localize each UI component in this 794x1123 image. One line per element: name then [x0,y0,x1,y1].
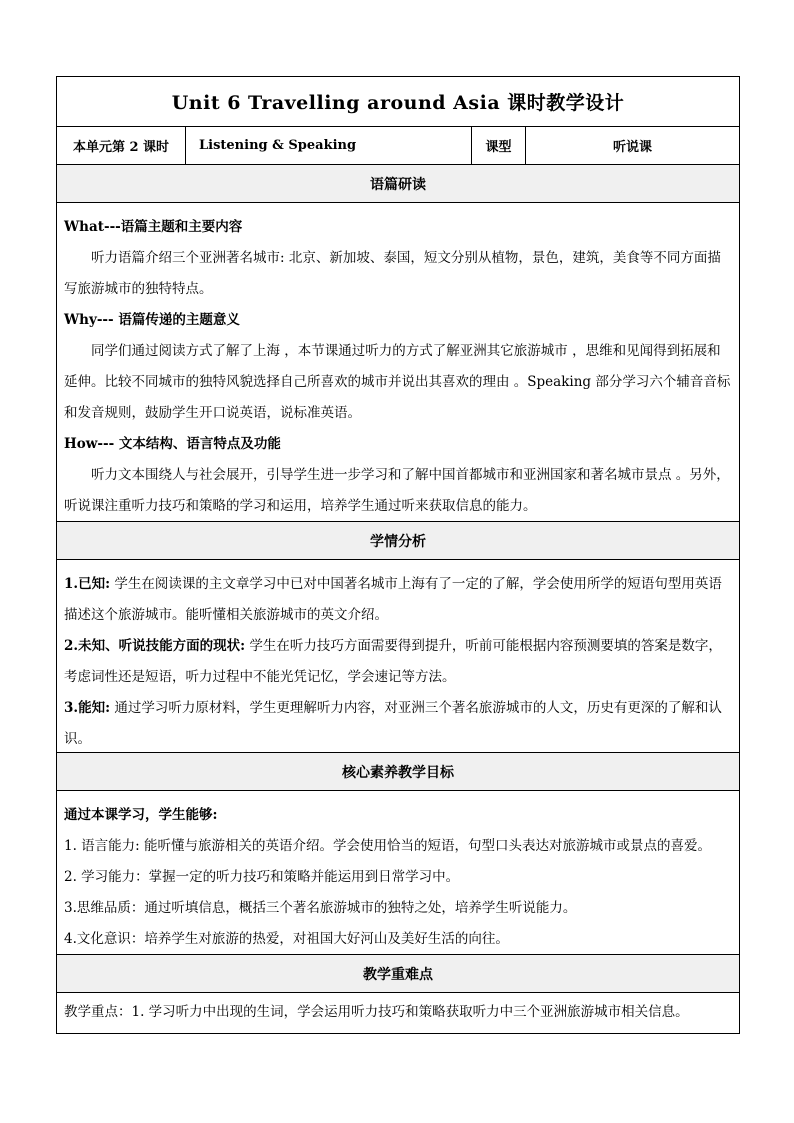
section-heading-key-points: 教学重难点 [57,955,739,993]
what-text: 听力语篇介绍三个亚洲著名城市: 北京、新加坡、泰国，短文分别从植物，景色，建筑，美食等不同方面描写旅游城市的独特特点。 [64,250,721,297]
how-title: How--- 文本结构、语言特点及功能 [64,436,281,452]
why-text: 同学们通过阅读方式了解了上海 ，本节课通过听力的方式了解亚洲其它旅游城市 ，思维和见闻得到拓展和延伸。比较不同城市的独特风貌选择自己所喜欢的城市并说出其喜欢的理由 。Speaking 部分学习六个辅音音标和发音规则，鼓励学生开口说英语，说标准英语。 [64,343,731,421]
learner-item: 3.能知: 通过学习听力原材料，学生更理解听力内容，对亚洲三个著名旅游城市的人文，历史有更深的了解和认识。 [64,700,722,747]
learner-item: 1.已知: 学生在阅读课的主文章学习中已对中国著名城市上海有了一定的了解，学会使用所学的短语句型用英语描述这个旅游城市。能听懂相关旅游城市的英文介绍。 [64,576,722,623]
how-text: 听力文本围绕人与社会展开，引导学生进一步学习和了解中国首都城市和亚洲国家和著名城市景点 。另外，听说课注重听力技巧和策略的学习和运用，培养学生通过听来获取信息的能力。 [64,467,730,514]
lesson-number: 本单元第 2 课时 [57,127,186,164]
objective-item: 3.思维品质：通过听填信息，概括三个著名旅游城市的独特之处，培养学生听说能力。 [64,900,577,916]
objective-item: 4.文化意识：培养学生对旅游的热爱，对祖国大好河山及美好生活的向往。 [64,931,509,947]
section-heading-learner-analysis: 学情分析 [57,522,739,560]
lesson-topic: Listening & Speaking [186,127,472,164]
key-points-body [57,993,739,1034]
text-analysis-body [57,203,739,522]
learner-analysis-body [57,560,739,753]
objectives-intro: 通过本课学习，学生能够: [64,807,218,823]
why-title: Why--- 语篇传递的主题意义 [64,312,240,328]
lesson-plan-table [56,76,740,1034]
lesson-type-value: 听说课 [612,140,652,155]
objective-item: 1. 语言能力: 能听懂与旅游相关的英语介绍。学会使用恰当的短语，句型口头表达对旅游城市或景点的喜爱。 [64,838,712,854]
section-heading-objectives: 核心素养教学目标 [57,753,739,791]
section-heading-text-analysis: 语篇研读 [57,165,739,203]
info-row [57,127,739,165]
learner-item: 2.未知、听说技能方面的现状: 学生在听力技巧方面需要得到提升，听前可能根据内容预测要填的答案是数字，考虑词性还是短语，听力过程中不能光凭记忆，学会速记等方法。 [64,638,722,685]
lesson-type-label: 课型 [472,127,526,164]
key-point-text: 教学重点：1. 学习听力中出现的生词，学会运用听力技巧和策略获取听力中三个亚洲旅游城市相关信息。 [64,1004,689,1020]
what-title: What---语篇主题和主要内容 [64,219,243,235]
objectives-body [57,791,739,955]
objective-item: 2. 学习能力：掌握一定的听力技巧和策略并能运用到日常学习中。 [64,869,460,885]
document-title: Unit 6 Travelling around Asia 课时教学设计 [57,77,739,127]
